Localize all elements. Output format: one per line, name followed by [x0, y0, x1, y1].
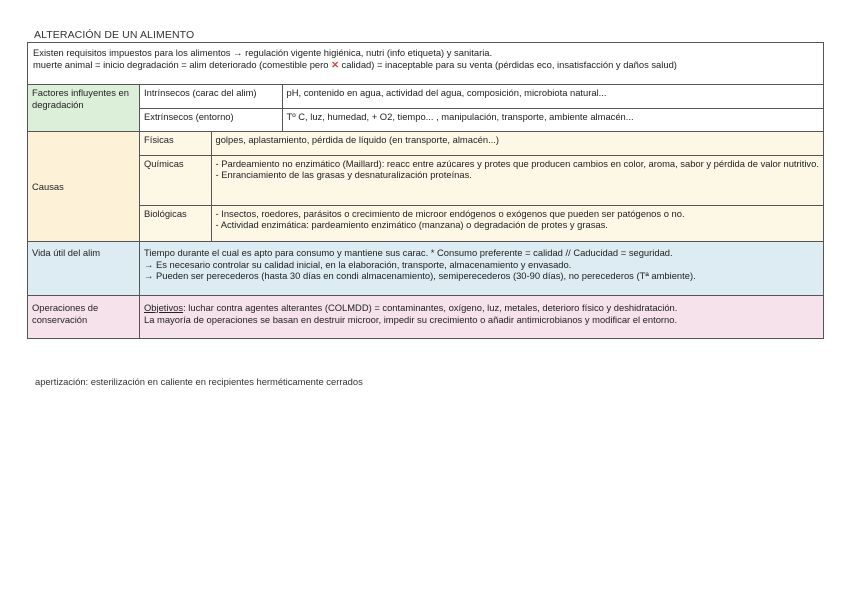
operaciones-label: Operaciones de conservación	[28, 296, 140, 339]
vida-line: → Pueden ser perecederos (hasta 30 días en condi almacenamiento), semiperecederos (30-90 días), no perecederos (Tª ambiente).	[144, 270, 696, 281]
causa-desc-line: - Pardeamiento no enzimático (Maillard): reacc entre azúcares y protes que producen cambios en color, aroma, sabor y pérdida de valor nutritivo.	[215, 157, 819, 169]
operaciones-row	[28, 296, 824, 339]
causa-name: Biológicas	[140, 205, 211, 241]
vida-label: Vida útil del alim	[28, 242, 140, 296]
causa-name: Físicas	[140, 132, 211, 155]
factor-intrinsecos	[140, 85, 823, 108]
factor-extrinsecos	[140, 108, 823, 131]
factor-desc: Tº C, luz, humedad, + O2, tiempo... , manipulación, transporte, ambiente almacén...	[282, 108, 823, 131]
vida-line: Tiempo durante el cual es apto para consumo y mantiene sus carac. * Consumo preferente = calidad // Caducidad = seguridad.	[144, 247, 673, 258]
intro-line-1: Existen requisitos impuestos para los alimentos → regulación vigente higiénica, nutri (info etiqueta) y sanitaria.	[33, 47, 493, 58]
causas-table	[140, 132, 823, 241]
factores-table	[140, 85, 823, 131]
intro-line-2: muerte animal = inicio degradación = alim deteriorado (comestible pero ✕ calidad) = inaceptable para su venta (pérdidas eco, insatisfacción y daños salud)	[33, 58, 677, 70]
summary-table	[27, 42, 824, 339]
causa-fisicas	[140, 132, 823, 155]
page-title: ALTERACIÓN DE UN ALIMENTO	[34, 29, 195, 41]
factor-desc: pH, contenido en agua, actividad del agua, composición, microbiota natural...	[282, 85, 823, 108]
vida-line: → Es necesario controlar su calidad inicial, en la elaboración, transporte, almacenamiento y envasado.	[144, 258, 572, 270]
factores-label: Factores influyentes en degradación	[28, 85, 140, 132]
operaciones-line: La mayoría de operaciones se basan en destruir microor, impedir su crecimiento o añadir antimicrobianos y modificar el entorno.	[144, 313, 678, 325]
factor-name: Intrínsecos (carac del alim)	[140, 85, 282, 108]
causa-desc: golpes, aplastamiento, pérdida de líquido (en transporte, almacén...)	[211, 132, 823, 155]
operaciones-line: Objetivos: luchar contra agentes alterantes (COLMDD) = contaminantes, oxígeno, luz, metales, deterioro físico y deshidratación.	[144, 302, 678, 313]
intro-cell	[28, 43, 824, 85]
causa-biologicas	[140, 205, 823, 241]
causas-label: Causas	[28, 132, 140, 242]
causa-desc-line: - Insectos, roedores, parásitos o crecimiento de microor endógenos o exógenos que pueden ser patógenos o no.	[215, 207, 685, 219]
intro-row	[28, 43, 824, 85]
vida-row	[28, 242, 824, 296]
causa-quimicas	[140, 155, 823, 205]
causa-desc-line: - Actividad enzimática: pardeamiento enzimático (manzana) o degradación de protes y grasas.	[215, 219, 608, 230]
causa-desc-line: - Enranciamiento de las grasas y desnaturalización proteínas.	[215, 169, 472, 180]
factores-row	[28, 85, 824, 132]
apertizacion-note: apertización: esterilización en caliente en recipientes herméticamente cerrados	[35, 376, 363, 387]
causas-row	[28, 132, 824, 242]
objetivos-label: Objetivos	[144, 302, 184, 313]
x-mark-icon: ✕	[331, 58, 339, 70]
factor-name: Extrínsecos (entorno)	[140, 108, 282, 131]
causa-name: Químicas	[140, 155, 211, 205]
